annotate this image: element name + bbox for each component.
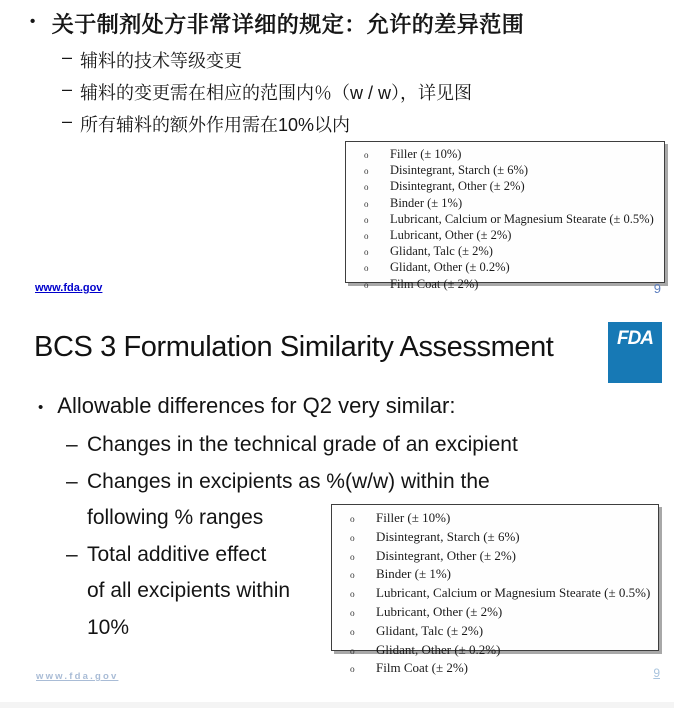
circle-bullet-icon: o (350, 571, 355, 582)
slide1-main-bullet (30, 8, 524, 39)
indent-spacer (66, 506, 87, 543)
slide1-sub-bullet-3 (62, 111, 350, 137)
circle-bullet-icon: o (350, 552, 355, 563)
excipient-item-label: Glidant, Other (± 0.2%) (390, 260, 510, 275)
circle-bullet-icon: o (350, 533, 355, 544)
fda-gov-link-faded[interactable]: www.fda.gov (36, 671, 119, 682)
excipient-list-item (364, 260, 660, 276)
sub-bullet-text: following % ranges (87, 506, 264, 529)
bullet-dot-icon: • (38, 399, 44, 416)
excipient-list-item (364, 212, 660, 228)
slide1-main-bullet-text: 关于制剂处方非常详细的规定：允许的差异范围 (51, 12, 525, 37)
sub-bullet-text: Changes in the technical grade of an excipient (87, 433, 518, 456)
slide1-sub-bullet-2-text: 辅料的变更需在相应的范围内％（w / w），详见图 (80, 83, 473, 103)
excipient-list-item (350, 585, 654, 604)
sub-bullet-text: 10% (87, 615, 130, 639)
dash-icon: – (66, 542, 78, 566)
excipient-list-item (350, 660, 654, 679)
excipient-ranges-box-slide2 (331, 504, 659, 676)
sub-bullet-text: of all excipients within (87, 579, 291, 602)
dash-icon: – (66, 469, 78, 493)
excipient-item-label: Disintegrant, Starch (± 6%) (390, 163, 529, 178)
excipient-list-item (364, 147, 660, 163)
circle-bullet-icon: o (350, 515, 355, 525)
excipient-item-label: Lubricant, Calcium or Magnesium Stearate (± 0.5%) (390, 211, 654, 226)
excipient-item-label: Disintegrant, Other (± 2%) (376, 547, 516, 563)
sub-bullet-text: Changes in excipients as %(w/w) within the (87, 469, 490, 493)
excipient-list-item (364, 163, 660, 179)
dash-icon: – (62, 47, 73, 67)
dash-icon: – (62, 79, 73, 99)
slide2-sub-bullet-2-line-1 (66, 470, 626, 507)
indent-spacer (66, 579, 87, 616)
circle-bullet-icon: o (350, 646, 355, 657)
indent-spacer (66, 616, 87, 653)
excipient-item-label: Binder (± 1%) (376, 566, 452, 582)
slide2-title: BCS 3 Formulation Similarity Assessment (34, 331, 554, 363)
excipient-item-label: Filler (± 10%) (376, 510, 451, 525)
excipient-item-label: Binder (± 1%) (390, 195, 463, 210)
excipient-list-item (364, 244, 660, 260)
excipient-item-label: Glidant, Other (± 0.2%) (376, 641, 501, 657)
slide1-sub-bullet-1-text: 辅料的技术等级变更 (80, 51, 243, 71)
slide1-page-number: 9 (653, 281, 661, 296)
slide1-sub-bullet-2 (62, 79, 472, 105)
excipient-list-item (350, 642, 654, 661)
bullet-dot-icon: • (30, 13, 36, 30)
bottom-edge-strip (0, 702, 674, 708)
excipient-item-label: Disintegrant, Starch (± 6%) (376, 528, 520, 544)
excipient-list-item (364, 277, 660, 293)
excipient-item-label: Lubricant, Calcium or Magnesium Stearate (± 0.5%) (376, 585, 651, 601)
circle-bullet-icon: o (350, 590, 355, 601)
slide2-page-number: 9 (653, 666, 660, 680)
excipient-list-item (350, 510, 654, 529)
sub-bullet-text: Total additive effect (87, 542, 267, 566)
circle-bullet-icon: o (364, 263, 369, 274)
excipient-ranges-box-slide1 (345, 141, 665, 291)
fda-logo-text: FDA (616, 328, 654, 349)
circle-bullet-icon: o (350, 627, 355, 638)
excipient-list-item (364, 228, 660, 244)
excipient-list-item (350, 529, 654, 548)
dash-icon: – (62, 111, 73, 131)
circle-bullet-icon: o (364, 182, 369, 193)
excipient-item-label: Lubricant, Other (± 2%) (376, 603, 503, 619)
slide2-sub-bullet-1-line-1 (66, 433, 626, 470)
excipient-item-label: Glidant, Talc (± 2%) (376, 622, 484, 638)
excipient-list-item (364, 196, 660, 212)
excipient-item-label: Film Coat (± 2%) (376, 660, 468, 676)
circle-bullet-icon: o (364, 214, 369, 225)
circle-bullet-icon: o (350, 665, 355, 676)
slide1-sub-bullet-1 (62, 47, 242, 73)
circle-bullet-icon: o (364, 279, 369, 290)
excipient-item-label: Filler (± 10%) (390, 147, 462, 161)
circle-bullet-icon: o (364, 198, 369, 209)
circle-bullet-icon: o (350, 608, 355, 619)
excipient-item-label: Film Coat (± 2%) (390, 276, 479, 291)
excipient-list-item (364, 179, 660, 195)
excipient-item-label: Glidant, Talc (± 2%) (390, 244, 493, 259)
fda-logo (608, 322, 662, 383)
slide1-sub-bullet-3-text: 所有辅料的额外作用需在10%以内 (80, 115, 351, 135)
slide2-main-bullet-text: Allowable differences for Q2 very similar: (57, 393, 456, 418)
circle-bullet-icon: o (364, 150, 369, 160)
fda-gov-link[interactable]: www.fda.gov (35, 282, 103, 294)
excipient-list-item (350, 604, 654, 623)
excipient-list-item (350, 566, 654, 585)
circle-bullet-icon: o (364, 247, 369, 258)
excipient-list-item (350, 623, 654, 642)
slide2-main-bullet (38, 393, 455, 423)
circle-bullet-icon: o (364, 231, 369, 242)
dash-icon: – (66, 433, 78, 456)
excipient-item-label: Disintegrant, Other (± 2%) (390, 179, 525, 194)
excipient-item-label: Lubricant, Other (± 2%) (390, 228, 512, 243)
circle-bullet-icon: o (364, 166, 369, 177)
excipient-list-item (350, 548, 654, 567)
